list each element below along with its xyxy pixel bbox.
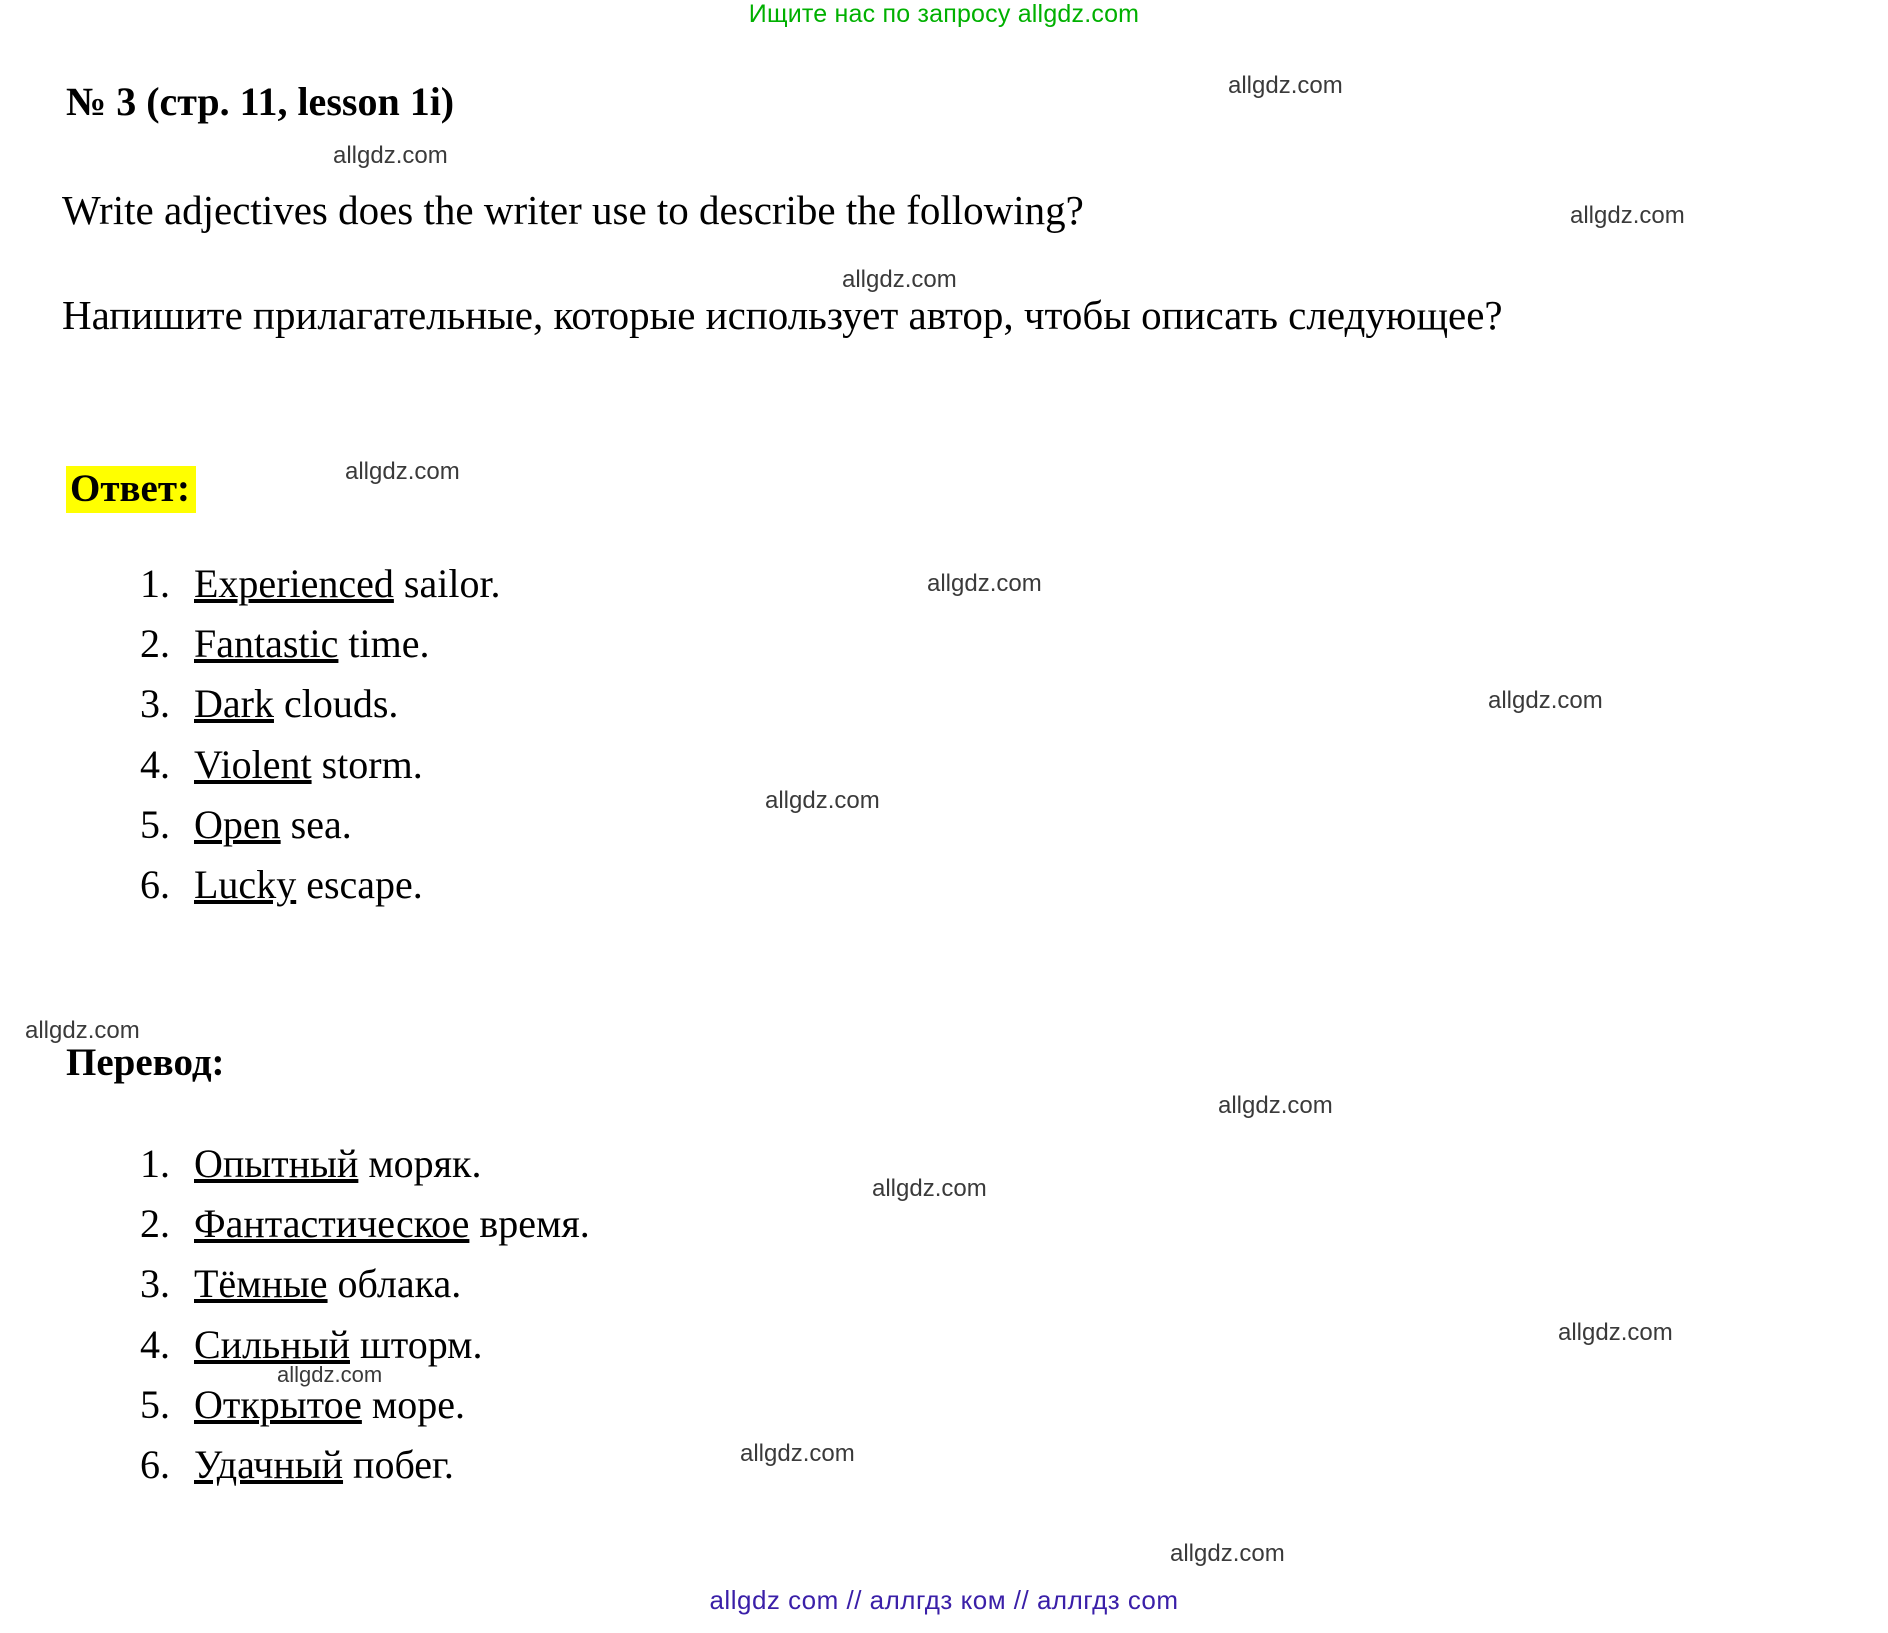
list-item — [180, 620, 501, 667]
watermark: allgdz.com — [1558, 1319, 1673, 1346]
answer-adjective: Violent — [194, 741, 312, 787]
answer-noun: escape. — [296, 861, 423, 907]
list-item — [180, 741, 501, 788]
list-item — [180, 560, 501, 607]
answers-list — [110, 560, 501, 921]
list-item — [180, 801, 501, 848]
answer-noun: sailor. — [393, 561, 501, 606]
list-item — [180, 1200, 590, 1247]
watermark: allgdz.com — [277, 1362, 383, 1387]
watermark: allgdz.com — [1228, 72, 1343, 99]
translation-noun: облака. — [327, 1261, 462, 1307]
watermark: allgdz.com — [842, 266, 957, 293]
translation-adjective: Опытный — [194, 1141, 359, 1186]
list-item — [180, 1381, 590, 1428]
translation-adjective: Фантастическое — [194, 1201, 470, 1247]
translation-adjective: Сильный — [194, 1321, 350, 1367]
list-item — [180, 1321, 590, 1368]
watermark: allgdz.com — [25, 1017, 140, 1044]
answer-adjective: Lucky — [194, 861, 297, 907]
list-item — [180, 680, 501, 727]
watermark: allgdz.com — [1488, 687, 1603, 714]
translation-noun: море. — [361, 1381, 465, 1427]
answer-adjective: Open — [194, 801, 281, 847]
list-item — [180, 1140, 590, 1187]
watermark: allgdz.com — [345, 458, 460, 485]
answer-noun: time. — [338, 621, 430, 667]
translation-noun: моряк. — [358, 1141, 482, 1186]
question-russian: Напишите прилагательные, которые использует автор, чтобы описать следующее? — [62, 292, 1503, 338]
answer-section-label: Ответ: — [66, 466, 196, 513]
top-promo-banner: Ищите нас по запросу allgdz.com — [748, 0, 1140, 28]
watermark: allgdz.com — [1570, 202, 1685, 229]
translation-noun: шторм. — [349, 1321, 483, 1367]
list-item — [180, 1260, 590, 1307]
answer-adjective: Fantastic — [194, 621, 339, 667]
watermark: allgdz.com — [1218, 1092, 1333, 1119]
list-item — [180, 1441, 590, 1488]
bottom-promo-banner: allgdz com // аллгдз ком // аллгдз com — [709, 1585, 1179, 1615]
list-item — [180, 861, 501, 908]
answer-noun: sea. — [280, 801, 352, 847]
watermark: allgdz.com — [927, 570, 1042, 597]
watermark: allgdz.com — [765, 787, 880, 814]
watermark: allgdz.com — [740, 1440, 855, 1467]
page-title: № 3 (стр. 11, lesson 1i) — [66, 79, 455, 124]
watermark: allgdz.com — [1170, 1540, 1285, 1567]
answer-adjective: Dark — [194, 681, 274, 727]
answer-noun: storm. — [311, 741, 423, 787]
watermark: allgdz.com — [872, 1175, 987, 1202]
translation-noun: побег. — [343, 1441, 454, 1487]
translation-section-label: Перевод: — [66, 1041, 225, 1084]
translations-list — [110, 1140, 590, 1501]
answer-adjective: Experienced — [194, 561, 394, 606]
question-english: Write adjectives does the writer use to describe the following? — [62, 187, 1084, 233]
translation-adjective: Тёмные — [194, 1261, 328, 1307]
translation-adjective: Удачный — [194, 1441, 344, 1487]
translation-adjective: Открытое — [194, 1381, 362, 1427]
answer-noun: clouds. — [273, 681, 399, 727]
translation-noun: время. — [469, 1201, 590, 1247]
watermark: allgdz.com — [333, 142, 448, 169]
